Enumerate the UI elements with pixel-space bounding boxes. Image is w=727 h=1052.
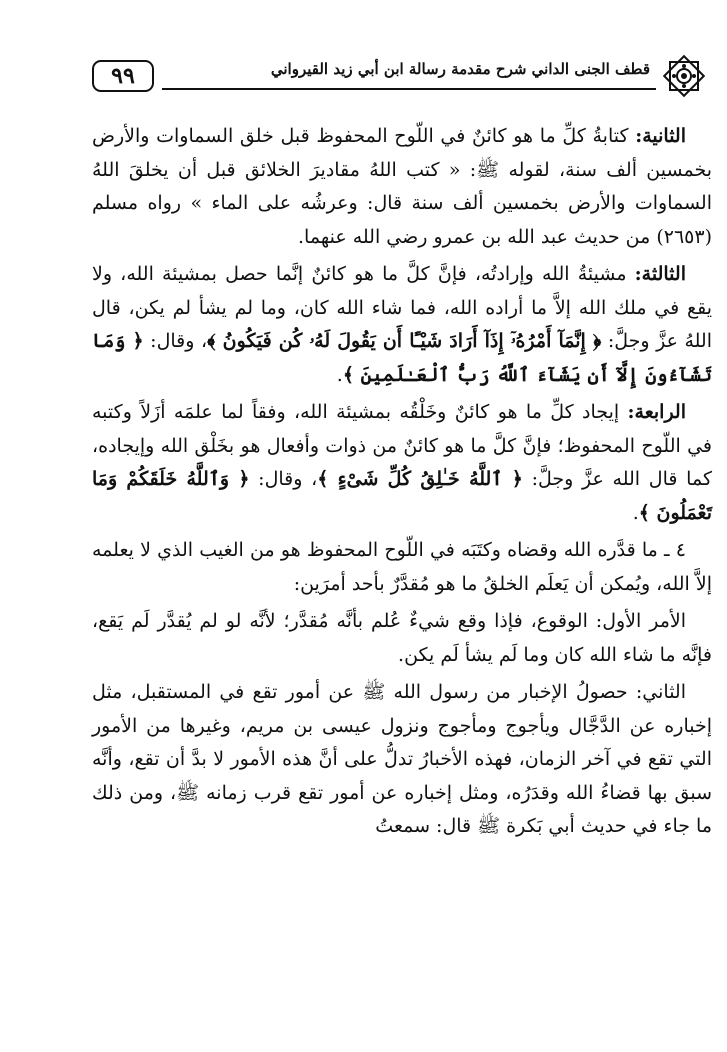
paragraph-text: إيجاد كلِّ ما هو كائنٌ وخَلْقُه بمشيئة الله، وفقاً لما علمَه أزَلاً وكتبه في اللّوح المحفوظ؛ فإنَّ كلَّ ما هو كائنٌ من ذوات وأفعال هو بخَلْق الله وإيجاده، كما قال الله عزَّ وجلَّ: xyxy=(92,401,712,490)
paragraph-text: ، وقال: xyxy=(249,468,318,490)
paragraph-first-way: الأمر الأول: الوقوع، فإذا وقع شيءٌ عُلم بأنَّه مُقدَّر؛ لأنَّه لو لم يُقدَّر لَم يَقع، فإنَّه ما شاء الله كان وما لَم يشأ لَم يكن. xyxy=(92,610,712,666)
paragraph-second-matter xyxy=(92,120,712,254)
page-number: ٩٩ xyxy=(92,60,154,92)
page-body xyxy=(92,120,712,848)
quran-verse: ﴿ إِنَّمَآ أَمْرُهُۥٓ إِذَآ أَرَادَ شَيْـًٔا أَن يَقُولَ لَهُۥ كُن فَيَكُونُ ﴾ xyxy=(207,330,602,352)
paragraph-text: ، وقال: xyxy=(143,330,208,352)
paragraph-lead: الثالثة: xyxy=(634,263,686,285)
paragraph-text: مشيئةُ الله وإرادتُه، فإنَّ كلَّ ما هو كائنٌ إنَّما حصل بمشيئة الله، ولا يقع في ملك الله إلاَّ ما أراده الله، فما شاء الله كان، وما لم يشأ لم يكن، قال اللهُ عزَّ وجلَّ: xyxy=(92,263,712,352)
paragraph-third-matter xyxy=(92,258,712,392)
page-header xyxy=(88,52,708,100)
paragraph-lead: الرابعة: xyxy=(627,401,686,423)
header-divider xyxy=(162,88,656,90)
paragraph-text: . xyxy=(336,363,343,386)
quran-verse: ﴿ وَٱللَّهُ خَلَقَكُمْ وَمَا تَعْمَلُونَ ﴾ xyxy=(92,468,712,524)
paragraph-point-four: ٤ ـ ما قدَّره الله وقضاه وكتَبَه في اللّوح المحفوظ هو من الغيب الذي لا يعلمه إلاَّ الله، ويُمكن أن يَعلَم الخلقُ ما هو مُقدَّرٌ بأحد أمرَين: xyxy=(92,539,712,595)
paragraph-second-way: الثاني: حصولُ الإخبار من رسول الله ﷺ عن أمور تقع في المستقبل، مثل إخباره عن الدَّجَّال ويأجوج ومأجوج ونزول عيسى بن مريم، وغيرها من الأمور التي تقع في آخر الزمان، فهذه الأخبارُ تدلُّ على أنَّ هذه الأمور لا بدَّ أن تقع، وأنَّه سبق بها قضاءُ الله وقدَرُه، ومثل إخباره عن أمور تقع قرب زمانه ﷺ، ومن ذلك ما جاء في حديث أبي بَكرة ﷺ قال: سمعتُ xyxy=(92,681,712,837)
book-title: قطف الجنى الداني شرح مقدمة رسالة ابن أبي زيد القيرواني xyxy=(270,60,650,78)
paragraph-text: كتابةُ كلِّ ما هو كائنٌ في اللّوح المحفوظ قبل خلق السماوات والأرض بخمسين ألف سنة، لقوله ﷺ: « كتب اللهُ مقاديرَ الخلائق قبل أن يخلقَ اللهُ السماوات والأرض بخمسين ألف سنة قال: وعرشُه على الماء » رواه مسلم (٢٦٥٣) من حديث عبد الله بن عمرو رضي الله عنهما. xyxy=(92,125,712,248)
eight-point-star-ornament-icon xyxy=(660,52,708,100)
quran-verse: ﴿ ٱللَّهُ خَـٰلِقُ كُلِّ شَىْءٍ ﴾ xyxy=(317,468,523,490)
paragraph-text: . xyxy=(632,501,639,524)
paragraph-lead: الثانية: xyxy=(635,125,686,147)
quran-verse: ﴿ وَمَا تَشَآءُونَ إِلَّآ أَن يَشَآءَ ٱللَّهُ رَبُّ ٱلْعَـٰلَمِينَ ﴾ xyxy=(92,330,712,386)
paragraph-fourth-matter xyxy=(92,396,712,530)
